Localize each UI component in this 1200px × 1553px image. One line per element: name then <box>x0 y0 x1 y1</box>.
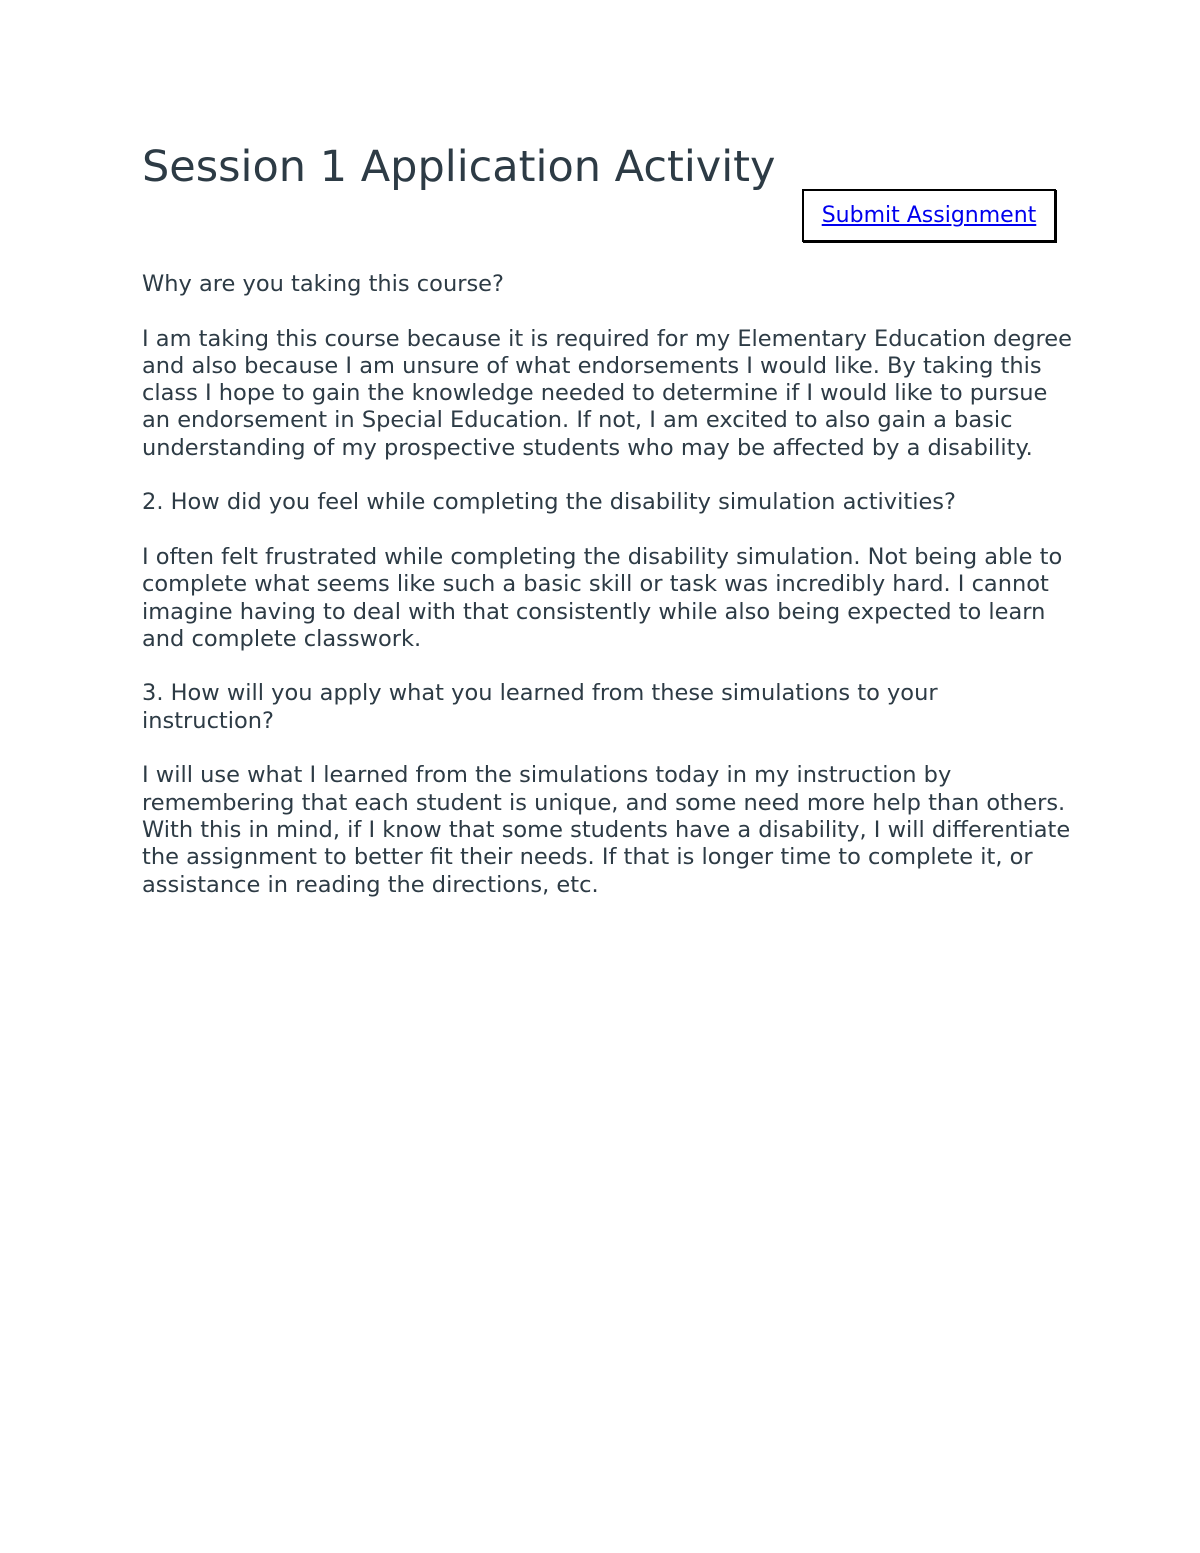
question-2: 2. How did you feel while completing the disability simulation activities? <box>142 489 956 516</box>
answer-3: I will use what I learned from the simulations today in my instruction by remembering that each student is unique, and some need more help than others. With this in mind, if I know that some students have a disability, I will differentiate the assignment to better fit their needs. If that is longer time to complete it, or assistance in reading the directions, etc. <box>142 762 1071 898</box>
question-1: Why are you taking this course? <box>142 271 504 297</box>
answer-2: I often felt frustrated while completing the disability simulation. Not being able to complete what seems like such a basic skill or task was incredibly hard. I cannot imagine having to deal with that consistently while also being expected to learn and complete classwork. <box>142 543 1063 652</box>
answer-1: I am taking this course because it is required for my Elementary Education degree and also because I am unsure of what endorsements I would like. By taking this class I hope to gain the knowledge needed to determine if I would like to pursue an endorsement in Special Education. If not, I am excited to also gain a basic understanding of my prospective students who may be affected by a disability. <box>142 325 1072 461</box>
page-title: Session 1 Application Activity <box>142 142 776 192</box>
question-3: 3. How will you apply what you learned from these simulations to your instruction? <box>142 680 938 734</box>
document-body <box>142 271 1072 926</box>
submit-assignment-link[interactable]: Submit Assignment <box>821 203 1037 228</box>
submit-assignment-box[interactable] <box>802 189 1056 242</box>
